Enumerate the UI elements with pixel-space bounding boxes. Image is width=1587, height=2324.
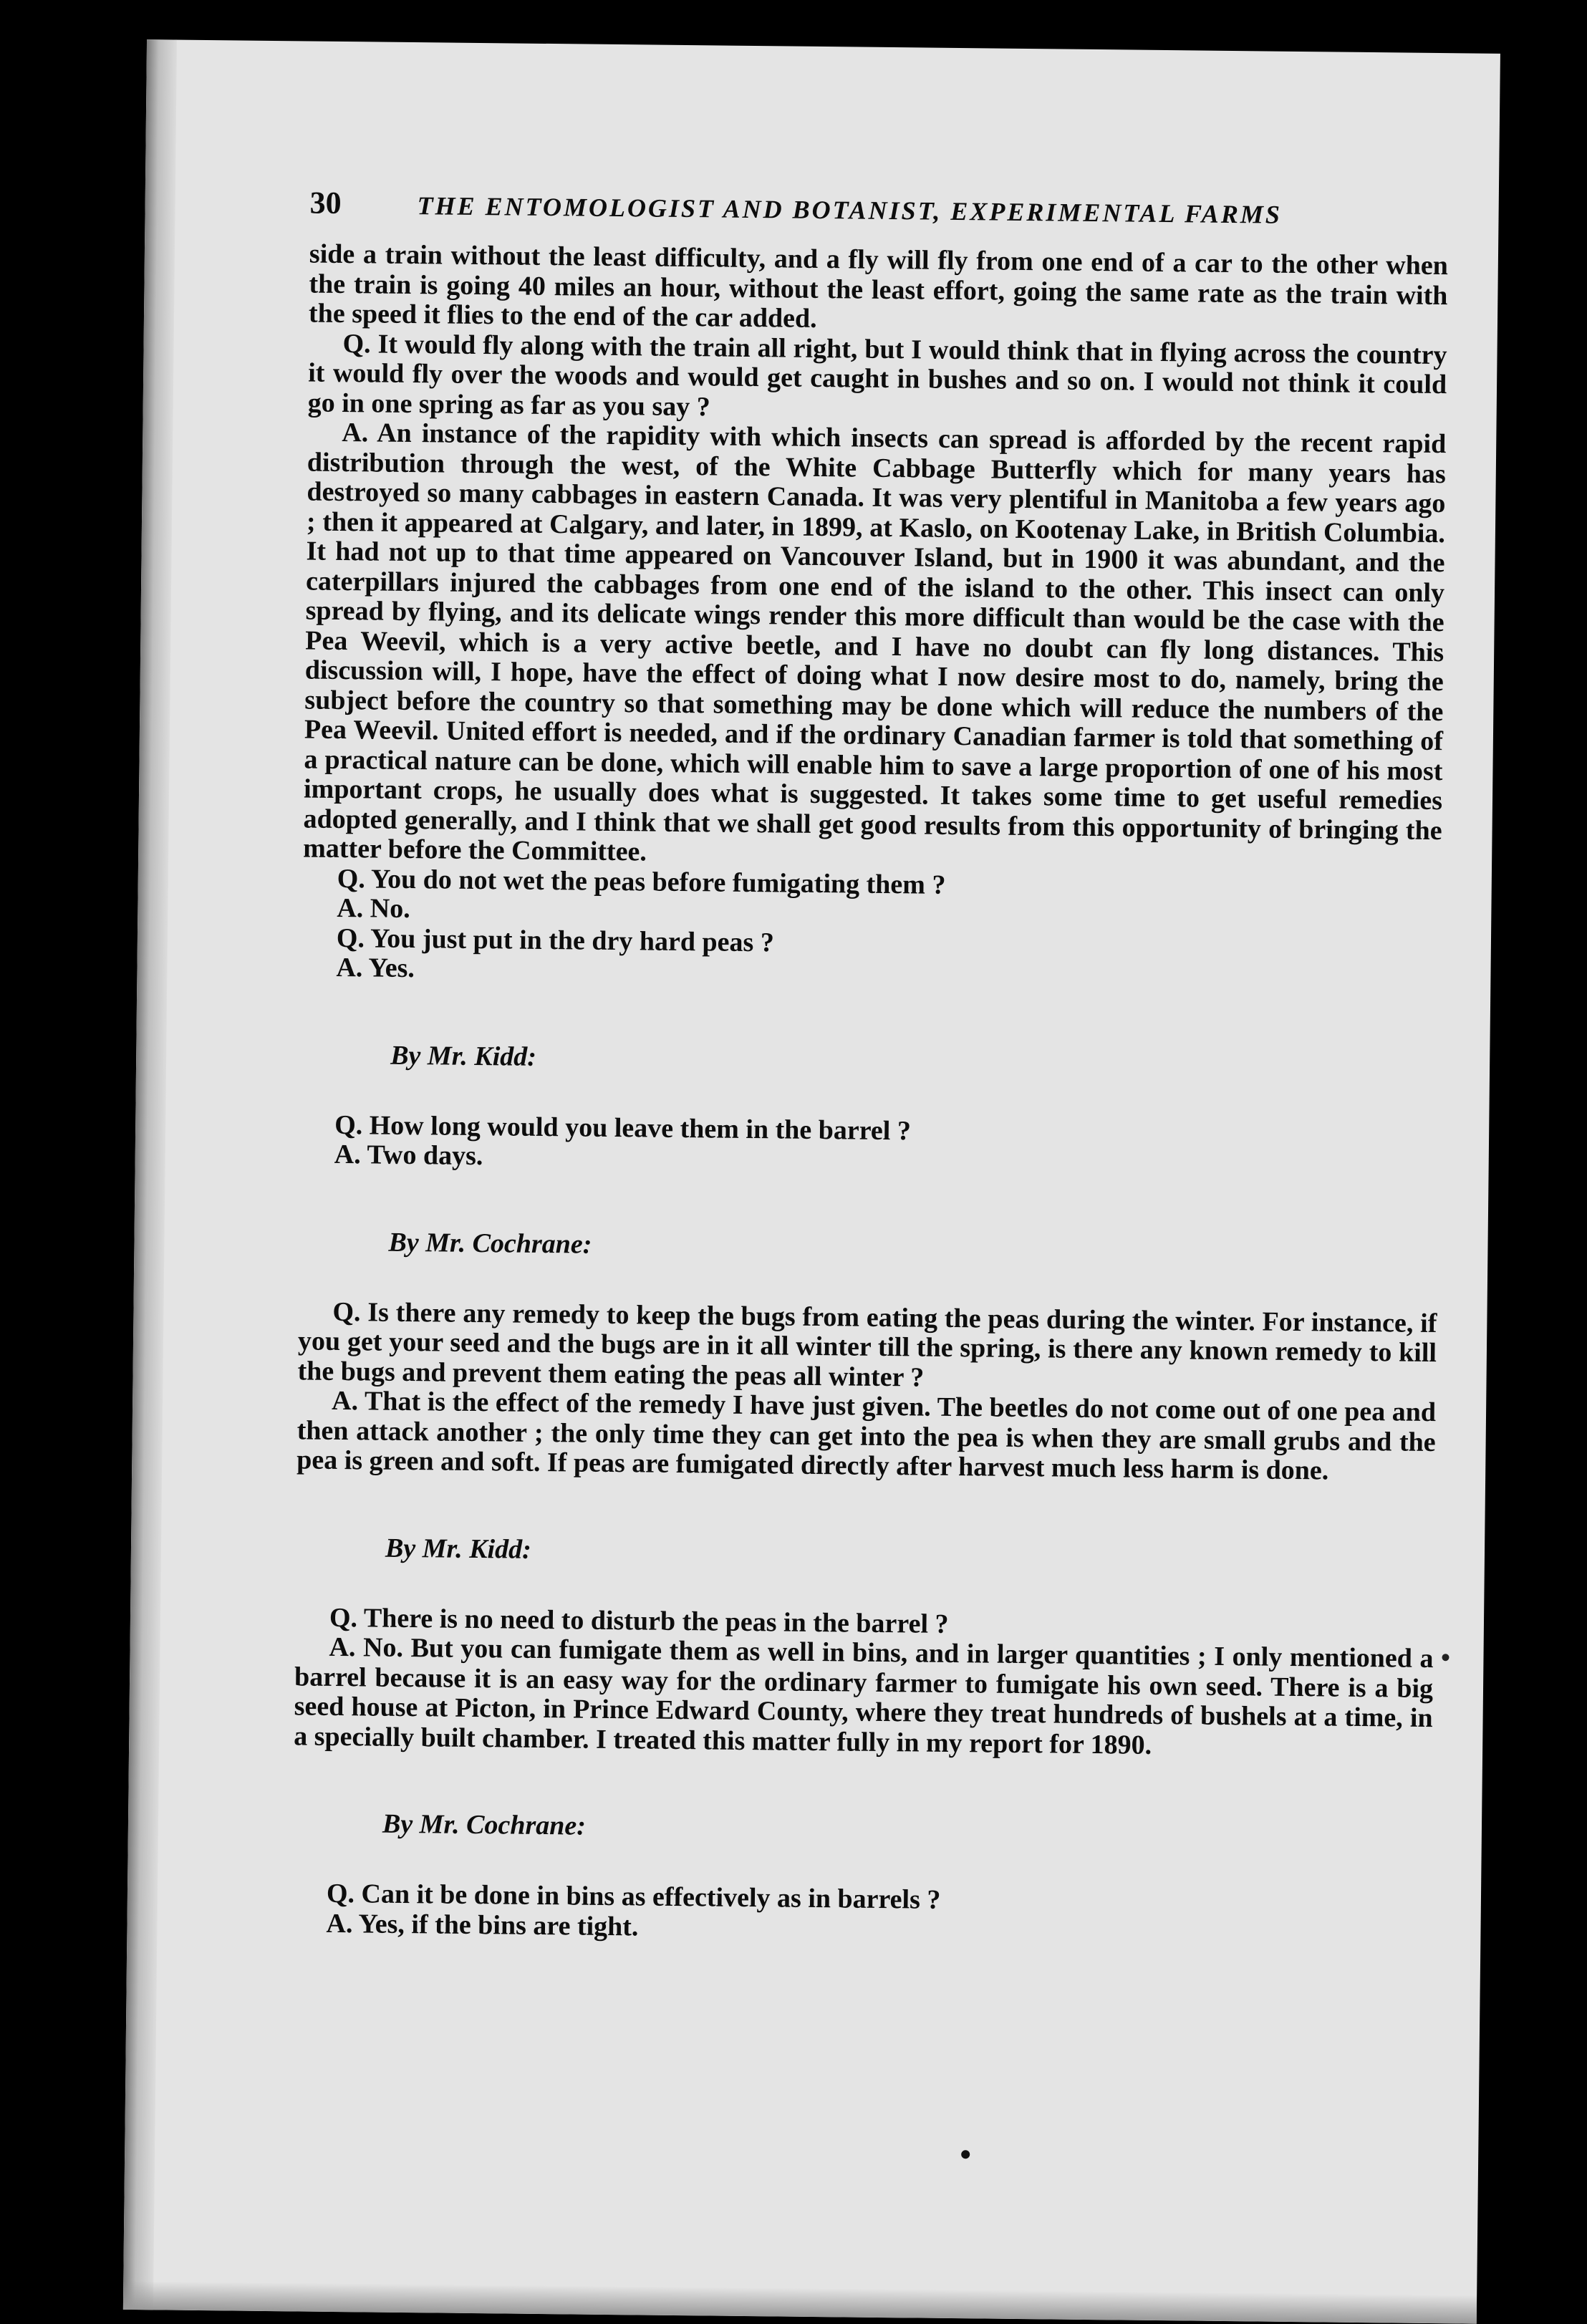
paragraph-continued: side a train without the least difficulty, and a fly will fly from one end of a car to the other when the train is going 40 miles an hour, without the least effort, going the same rate as the train with the speed it flies to the end of the car added. (308, 238, 1449, 334)
ink-dot (961, 2150, 970, 2159)
page-number: 30 (309, 185, 342, 221)
paragraph-answer: A. That is the effect of the remedy I have just given. The beetles do not come out of one pea and then attack another ; the only time they can get into the pea is when they are small grubs and the pea is green and soft. If peas are fumigated directly after harvest much less harm is done. (296, 1385, 1437, 1486)
qa-line: A. Two days. (334, 1139, 483, 1172)
qa-line: A. No. (337, 892, 410, 925)
running-head: THE ENTOMOLOGIST AND BOTANIST, EXPERIMENTAL FARMS (417, 191, 1283, 229)
qa-line: Q. Can it be done in bins as effectively as in barrels ? (326, 1878, 941, 1915)
page-spine-shadow (123, 39, 177, 2310)
qa-line: Q. You do not wet the peas before fumigating them ? (337, 863, 946, 900)
paragraph-question: Q. There is no need to disturb the peas in the barrel ? (329, 1602, 949, 1639)
speaker-heading: By Mr. Cochrane: (382, 1808, 587, 1841)
speaker-heading: By Mr. Kidd: (385, 1533, 531, 1565)
speaker-heading: By Mr. Kidd: (390, 1040, 537, 1072)
page-bottom-shadow (123, 2281, 1477, 2324)
paragraph-question: Q. It would fly along with the train all right, but I would think that in flying across the country it would fly over the woods and would get caught in bushes and so on. I would not think it could go in one spring as far as you say ? (307, 328, 1447, 422)
paragraph-answer: A. No. But you can fumigate them as well in bins, and in larger quantities ; I only mentioned a barrel because it is an easy way for the ordinary farmer to fumigate his own seed. There is a big seed house at Picton, in Prince Edward County, where they treat hundreds of bushels at a time, in a specially built chamber. I treated this matter fully in my report for 1890. (294, 1631, 1434, 1760)
qa-line: A. Yes, if the bins are tight. (326, 1908, 639, 1942)
paragraph-question: Q. Is there any remedy to keep the bugs from eating the peas during the winter. For instance, if you get your seed and the bugs are in it all winter till the spring, is there any known remedy to kill the bugs and prevent them eating the peas all winter ? (297, 1296, 1437, 1393)
qa-line: A. Yes. (336, 952, 415, 984)
scanned-page (123, 39, 1500, 2324)
qa-line: Q. How long would you leave them in the barrel ? (334, 1109, 912, 1146)
page-header (309, 185, 1448, 233)
page-content (291, 185, 1449, 1951)
qa-line: Q. You just put in the dry hard peas ? (336, 922, 775, 958)
ink-speck (1442, 1654, 1449, 1661)
speaker-heading: By Mr. Cochrane: (388, 1227, 592, 1260)
paragraph-answer: A. An instance of the rapidity with which insects can spread is afforded by the recent rapid distribution through the west, of the White Cabbage Butterfly which for many years has destroyed so many cabbages in eastern Canada. It was very plentiful in Manitoba a few years ago ; then it appeared at Calgary, and later, in 1899, at Kaslo, on Kootenay Lake, in British Columbia. It had not up to that time appeared on Vancouver Island, but in 1900 it was abundant, and the caterpillars injured the cabbages from one end of the island to the other. This insect can only spread by flying, and its delicate wings render this more difficult than would be the case with the Pea Weevil, which is a very active beetle, and I have no doubt can fly long distances. This discussion will, I hope, have the effect of doing what I now desire most to do, namely, bring the subject before the country so that something may be done which will reduce the numbers of the Pea Weevil. United effort is needed, and if the ordinary Canadian farmer is told that something of a practical nature can be done, which will enable him to save a large proportion of one of his most important crops, he usually does what is suggested. It takes some time to get useful remedies adopted generally, and I think that we shall get good results from this opportunity of bringing the matter before the Committee. (303, 417, 1447, 867)
